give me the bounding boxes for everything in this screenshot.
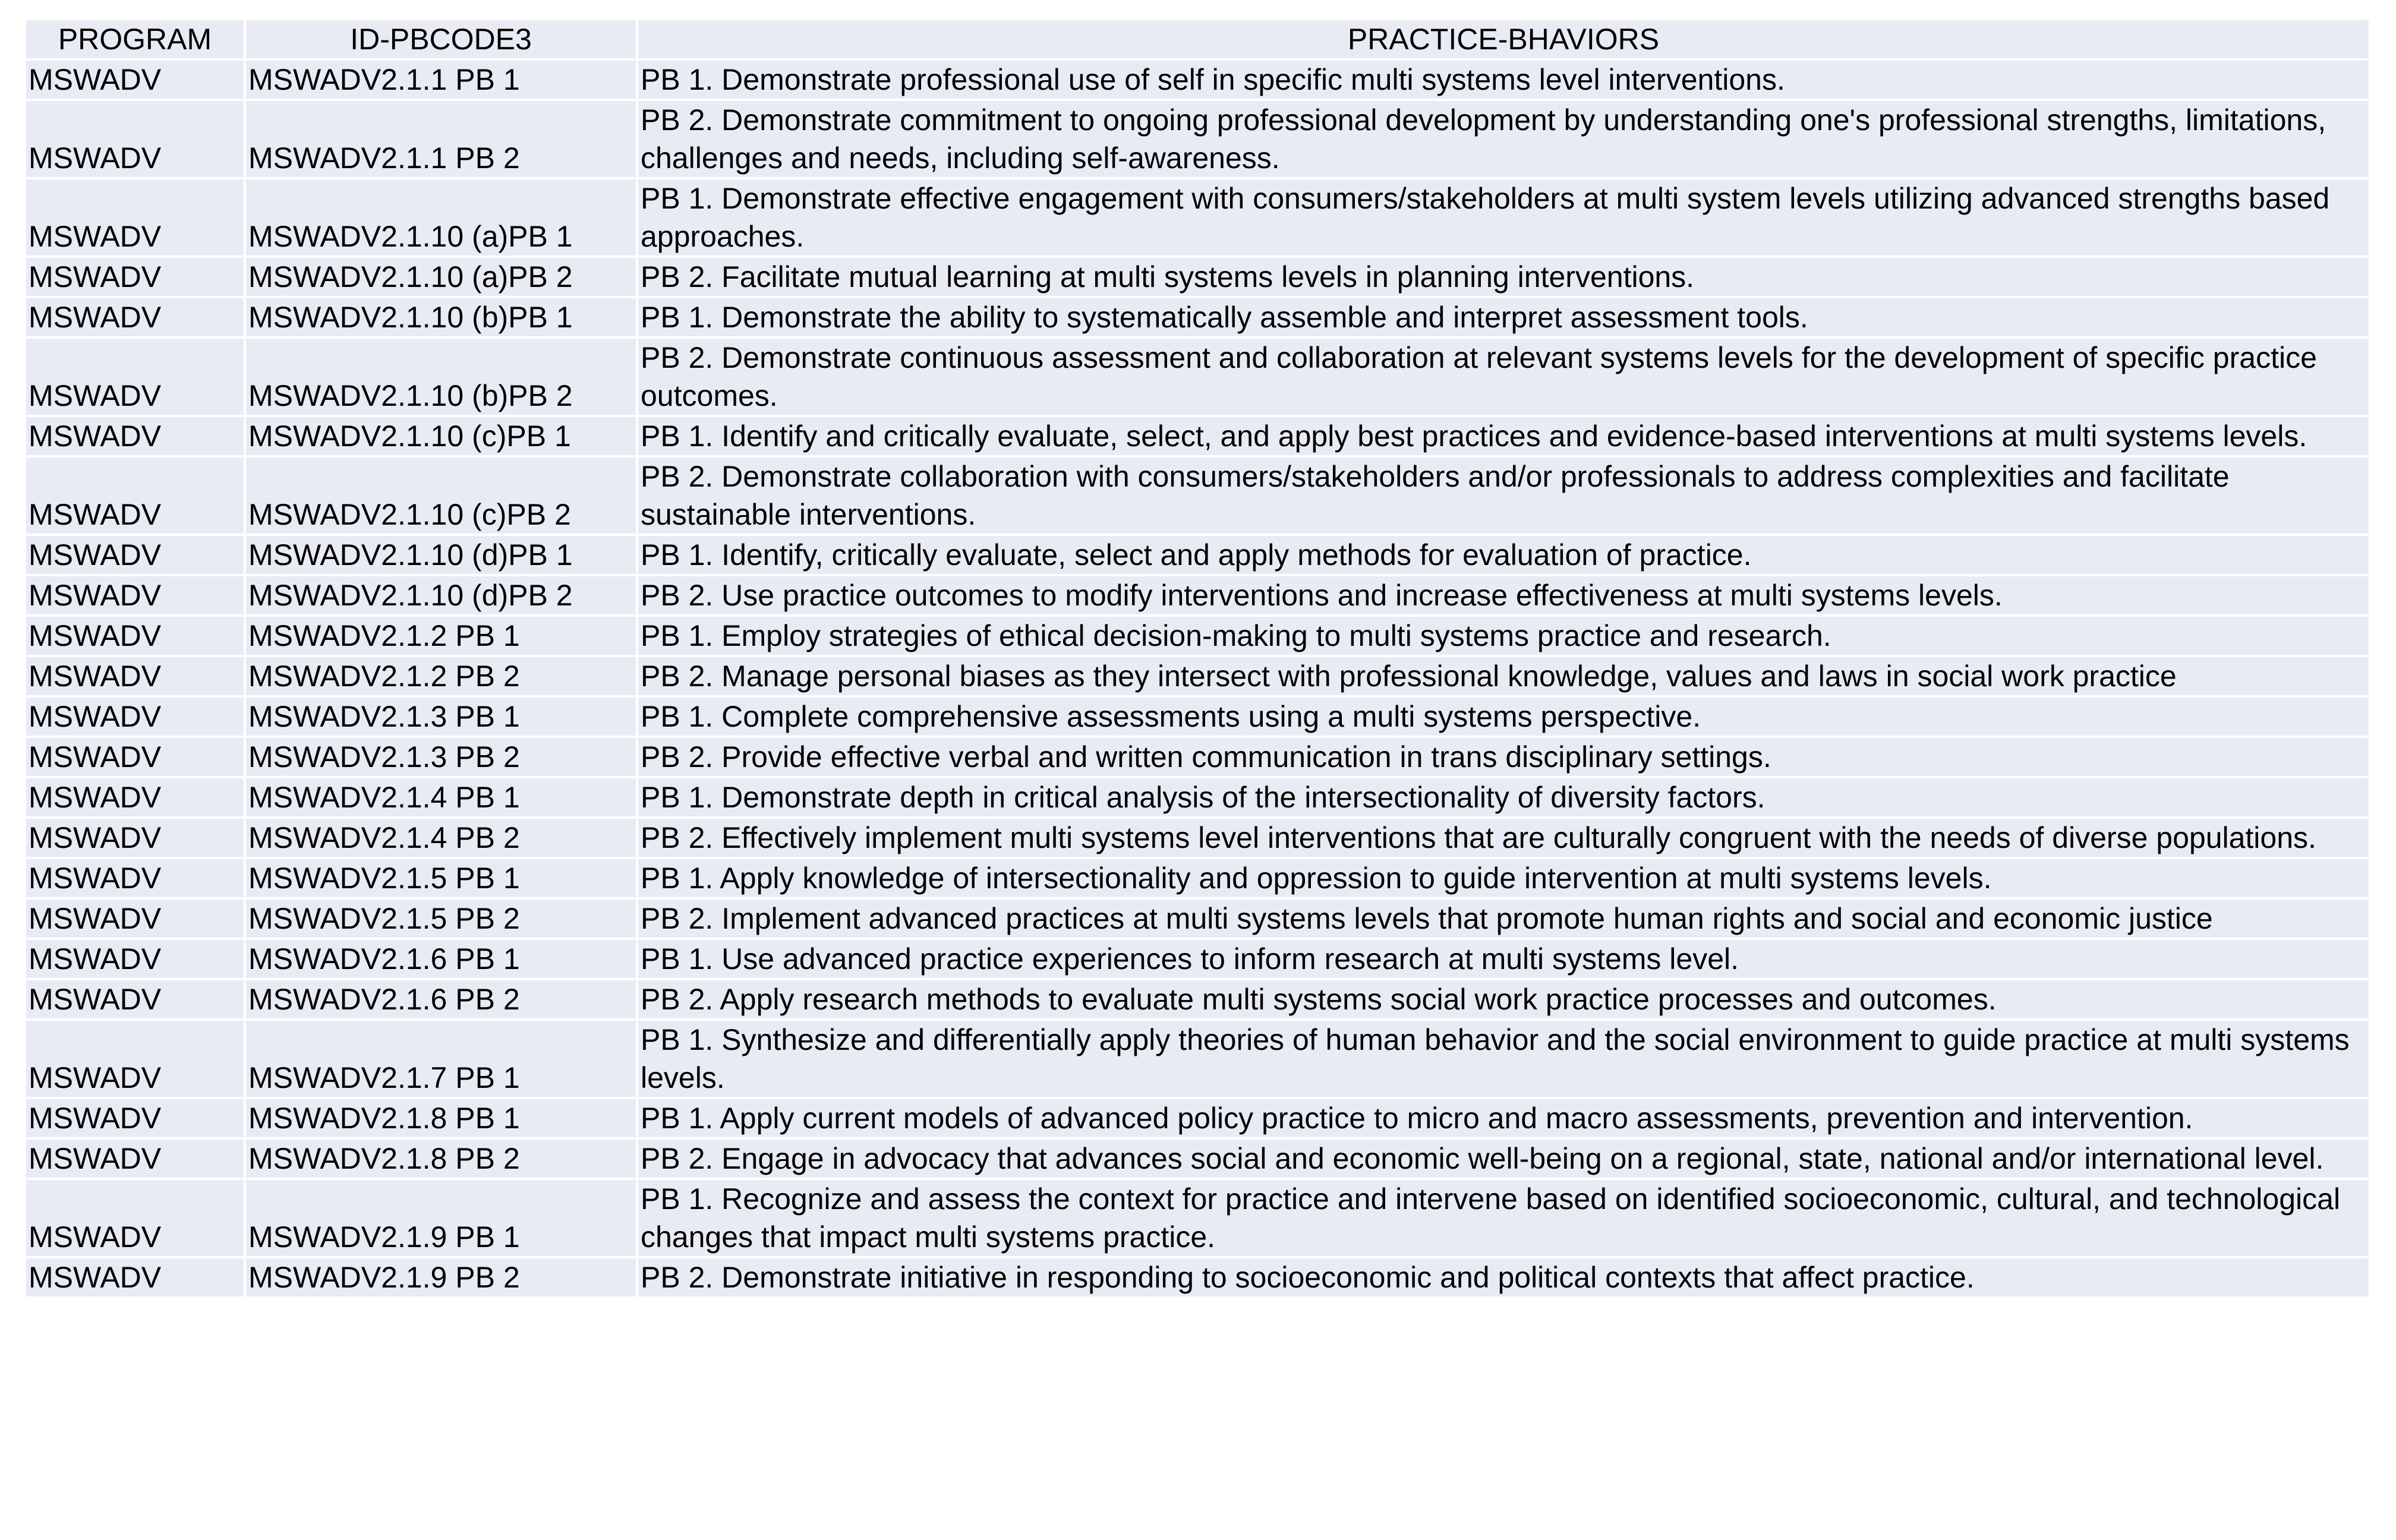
behavior-cell[interactable]: PB 1. Demonstrate the ability to systematically assemble and interpret assessment tools. [638,298,2369,336]
program-cell[interactable]: MSWADV [26,617,244,655]
program-cell[interactable]: MSWADV [26,738,244,776]
table-row [26,258,2369,296]
id-cell[interactable]: MSWADV2.1.5 PB 1 [246,859,636,897]
table-row [26,101,2369,177]
header-practice-behaviors[interactable]: PRACTICE-BHAVIORS [638,20,2369,58]
behavior-cell[interactable]: PB 1. Synthesize and differentially apply theories of human behavior and the social environment to guide practice at multi systems levels. [638,1021,2369,1097]
program-cell[interactable]: MSWADV [26,536,244,574]
program-cell[interactable]: MSWADV [26,417,244,455]
id-cell[interactable]: MSWADV2.1.1 PB 2 [246,101,636,177]
table-row [26,657,2369,695]
header-program[interactable]: PROGRAM [26,20,244,58]
id-cell[interactable]: MSWADV2.1.4 PB 2 [246,819,636,857]
id-cell[interactable]: MSWADV2.1.9 PB 1 [246,1180,636,1256]
table-row [26,819,2369,857]
behavior-cell[interactable]: PB 2. Demonstrate commitment to ongoing professional development by understanding one's professional strengths, limitations, challenges and needs, including self-awareness. [638,101,2369,177]
behavior-cell[interactable]: PB 2. Demonstrate initiative in responding to socioeconomic and political contexts that affect practice. [638,1258,2369,1296]
program-cell[interactable]: MSWADV [26,980,244,1018]
table-row [26,61,2369,99]
program-cell[interactable]: MSWADV [26,101,244,177]
practice-behaviors-table [24,18,2371,1299]
behavior-cell[interactable]: PB 1. Identify, critically evaluate, select and apply methods for evaluation of practice. [638,536,2369,574]
program-cell[interactable]: MSWADV [26,1099,244,1137]
table-row [26,698,2369,736]
program-cell[interactable]: MSWADV [26,859,244,897]
program-cell[interactable]: MSWADV [26,778,244,816]
behavior-cell[interactable]: PB 2. Use practice outcomes to modify interventions and increase effectiveness at multi systems levels. [638,576,2369,614]
id-cell[interactable]: MSWADV2.1.9 PB 2 [246,1258,636,1296]
behavior-cell[interactable]: PB 1. Complete comprehensive assessments using a multi systems perspective. [638,698,2369,736]
program-cell[interactable]: MSWADV [26,657,244,695]
header-id-pbcode[interactable]: ID-PBCODE3 [246,20,636,58]
id-cell[interactable]: MSWADV2.1.10 (d)PB 1 [246,536,636,574]
id-cell[interactable]: MSWADV2.1.10 (a)PB 1 [246,179,636,255]
behavior-cell[interactable]: PB 2. Provide effective verbal and written communication in trans disciplinary settings. [638,738,2369,776]
spreadsheet-sheet [24,18,2371,1299]
behavior-cell[interactable]: PB 2. Facilitate mutual learning at multi systems levels in planning interventions. [638,258,2369,296]
program-cell[interactable]: MSWADV [26,698,244,736]
table-row [26,617,2369,655]
table-row [26,1099,2369,1137]
table-row [26,457,2369,534]
program-cell[interactable]: MSWADV [26,1140,244,1178]
table-row [26,859,2369,897]
table-row [26,576,2369,614]
program-cell[interactable]: MSWADV [26,1180,244,1256]
behavior-cell[interactable]: PB 1. Demonstrate depth in critical analysis of the intersectionality of diversity factors. [638,778,2369,816]
program-cell[interactable]: MSWADV [26,576,244,614]
program-cell[interactable]: MSWADV [26,258,244,296]
id-cell[interactable]: MSWADV2.1.7 PB 1 [246,1021,636,1097]
id-cell[interactable]: MSWADV2.1.1 PB 1 [246,61,636,99]
program-cell[interactable]: MSWADV [26,61,244,99]
header-row [26,20,2369,58]
id-cell[interactable]: MSWADV2.1.6 PB 2 [246,980,636,1018]
program-cell[interactable]: MSWADV [26,1258,244,1296]
id-cell[interactable]: MSWADV2.1.10 (b)PB 1 [246,298,636,336]
program-cell[interactable]: MSWADV [26,819,244,857]
behavior-cell[interactable]: PB 1. Demonstrate professional use of self in specific multi systems level interventions. [638,61,2369,99]
id-cell[interactable]: MSWADV2.1.10 (d)PB 2 [246,576,636,614]
id-cell[interactable]: MSWADV2.1.10 (c)PB 1 [246,417,636,455]
table-row [26,417,2369,455]
behavior-cell[interactable]: PB 2. Engage in advocacy that advances social and economic well-being on a regional, state, national and/or international level. [638,1140,2369,1178]
table-row [26,1180,2369,1256]
program-cell[interactable]: MSWADV [26,940,244,978]
id-cell[interactable]: MSWADV2.1.10 (b)PB 2 [246,339,636,415]
id-cell[interactable]: MSWADV2.1.5 PB 2 [246,900,636,938]
id-cell[interactable]: MSWADV2.1.3 PB 1 [246,698,636,736]
table-row [26,339,2369,415]
id-cell[interactable]: MSWADV2.1.4 PB 1 [246,778,636,816]
program-cell[interactable]: MSWADV [26,900,244,938]
behavior-cell[interactable]: PB 2. Manage personal biases as they intersect with professional knowledge, values and laws in social work practice [638,657,2369,695]
id-cell[interactable]: MSWADV2.1.6 PB 1 [246,940,636,978]
id-cell[interactable]: MSWADV2.1.2 PB 1 [246,617,636,655]
behavior-cell[interactable]: PB 2. Apply research methods to evaluate multi systems social work practice processes and outcomes. [638,980,2369,1018]
id-cell[interactable]: MSWADV2.1.10 (c)PB 2 [246,457,636,534]
id-cell[interactable]: MSWADV2.1.10 (a)PB 2 [246,258,636,296]
program-cell[interactable]: MSWADV [26,179,244,255]
behavior-cell[interactable]: PB 2. Implement advanced practices at multi systems levels that promote human rights and social and economic justice [638,900,2369,938]
table-row [26,778,2369,816]
program-cell[interactable]: MSWADV [26,1021,244,1097]
behavior-cell[interactable]: PB 2. Effectively implement multi systems level interventions that are culturally congruent with the needs of diverse populations. [638,819,2369,857]
behavior-cell[interactable]: PB 1. Apply current models of advanced policy practice to micro and macro assessments, prevention and intervention. [638,1099,2369,1137]
behavior-cell[interactable]: PB 1. Employ strategies of ethical decision-making to multi systems practice and research. [638,617,2369,655]
id-cell[interactable]: MSWADV2.1.8 PB 2 [246,1140,636,1178]
behavior-cell[interactable]: PB 2. Demonstrate continuous assessment and collaboration at relevant systems levels for the development of specific practice outcomes. [638,339,2369,415]
table-body [26,61,2369,1296]
id-cell[interactable]: MSWADV2.1.8 PB 1 [246,1099,636,1137]
table-row [26,900,2369,938]
table-row [26,298,2369,336]
behavior-cell[interactable]: PB 1. Identify and critically evaluate, select, and apply best practices and evidence-based interventions at multi systems levels. [638,417,2369,455]
id-cell[interactable]: MSWADV2.1.3 PB 2 [246,738,636,776]
table-row [26,940,2369,978]
behavior-cell[interactable]: PB 1. Apply knowledge of intersectionality and oppression to guide intervention at multi systems levels. [638,859,2369,897]
table-row [26,179,2369,255]
table-row [26,1140,2369,1178]
table-row [26,738,2369,776]
table-row [26,536,2369,574]
behavior-cell[interactable]: PB 1. Use advanced practice experiences to inform research at multi systems level. [638,940,2369,978]
behavior-cell[interactable]: PB 1. Recognize and assess the context for practice and intervene based on identified socioeconomic, cultural, and technological changes that impact multi systems practice. [638,1180,2369,1256]
id-cell[interactable]: MSWADV2.1.2 PB 2 [246,657,636,695]
table-row [26,1021,2369,1097]
table-row [26,1258,2369,1296]
behavior-cell[interactable]: PB 2. Demonstrate collaboration with consumers/stakeholders and/or professionals to address complexities and facilitate sustainable interventions. [638,457,2369,534]
behavior-cell[interactable]: PB 1. Demonstrate effective engagement with consumers/stakeholders at multi system levels utilizing advanced strengths based approaches. [638,179,2369,255]
program-cell[interactable]: MSWADV [26,339,244,415]
program-cell[interactable]: MSWADV [26,457,244,534]
program-cell[interactable]: MSWADV [26,298,244,336]
table-row [26,980,2369,1018]
